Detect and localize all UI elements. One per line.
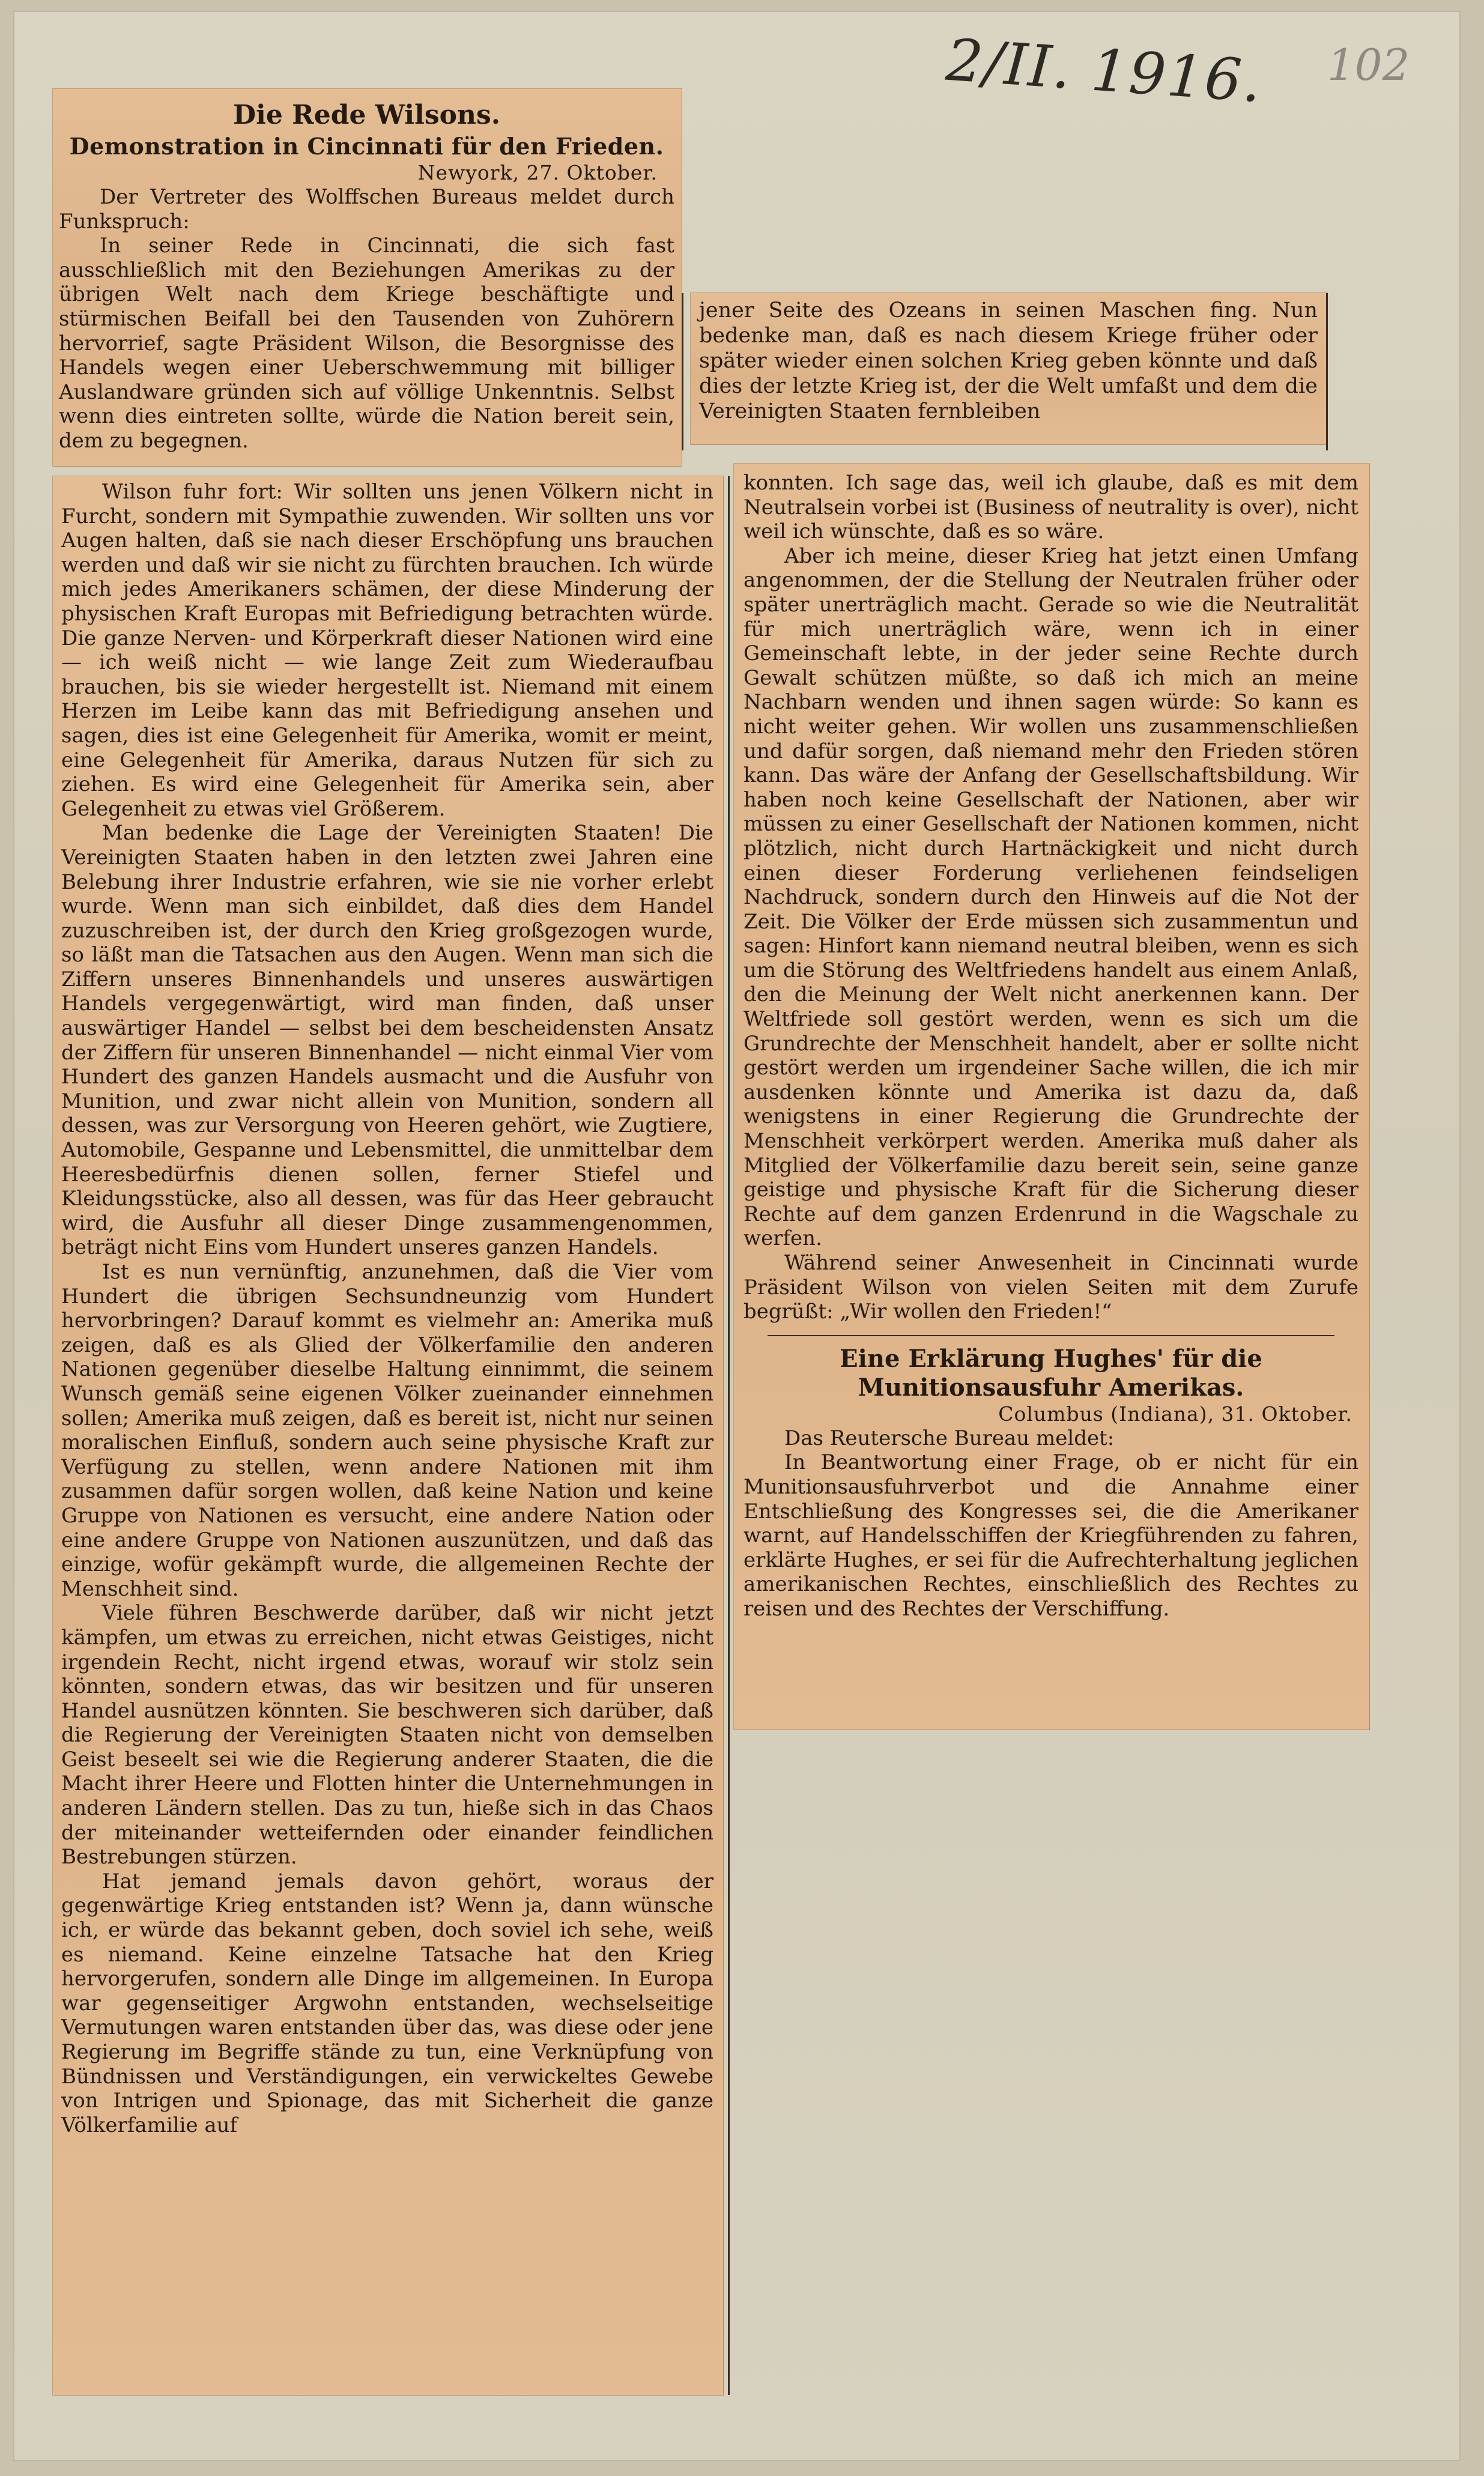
clipping-left-column [53,476,723,2395]
dateline: Newyork, 27. Oktober. [417,161,658,184]
paragraph: In seiner Rede in Cincinnati, die sich fast ausschließlich mit den Beziehungen Amerikas zu der übrigen Welt nach dem Kriege beschäftigte und stürmischen Beifall bei den Tausenden von Zuhörern hervorrief, sagte Präsident Wilson, die Besorgnisse des Handels wegen einer Ueberschwemmung mit billiger Auslandware gründen sich auf völlige Unkenntnis. Selbst wenn dies eintreten sollte, würde die Nation bereit sein, dem zu begegnen. [59,234,674,453]
dateline-hughes: Columbus (Indiana), 31. Oktober. [998,1402,1352,1426]
subheadline: Demonstration in Cincinnati für den Frieden. [69,133,664,160]
clipping-headline-intro [53,89,682,466]
article-divider [768,1335,1334,1336]
column-rule [1326,293,1328,450]
column-rule [682,293,683,450]
pencil-page-number: 102 [1327,40,1410,90]
paragraph: Das Reutersche Bureau meldet: [784,1426,1115,1450]
paragraph: Hat jemand jemals davon gehört, woraus der gegenwärtige Krieg entstanden ist? Wenn ja, dann wünsche ich, er würde das bekannt geben, doch soviel ich sehe, weiß es niemand. Keine einzelne Tatsache hat den Krieg hervorgerufen, sondern alle Dinge im allgemeinen. In Europa war gegenseitiger Argwohn entstanden, wechselseitige Vermutungen waren entstanden über das, was diese oder jene Regierung im Begriffe stände zu tun, eine Verknüpfung von Bündnissen und Verständigungen, ein verwickeltes Gewebe von Intrigen und Spionage, das mit Sicherheit die ganze Völkerfamilie auf [61,1869,713,2137]
paragraph: In Beantwortung einer Frage, ob er nicht für ein Munitionsausfuhrverbot und die Annahme einer Entschließung des Kongresses sei, die die Amerikaner warnt, auf Handelsschiffen der Kriegführenden zu fahren, erklärte Hughes, er sei für die Aufrechterhaltung jeglichen amerikanischen Rechtes, einschließlich des Rechtes zu reisen und des Rechtes der Verschiffung. [744,1450,1358,1621]
paragraph: Während seiner Anwesenheit in Cincinnati wurde Präsident Wilson von vielen Seiten mit dem Zurufe begrüßt: „Wir wollen den Frieden!“ [744,1251,1358,1324]
headline: Die Rede Wilsons. [232,100,501,130]
handwritten-date: 2/II. 1916. [943,26,1265,116]
paragraph: Ist es nun vernünftig, anzunehmen, daß die Vier vom Hundert die übrigen Sechsundneunzig vom Hundert hervorbringen? Darauf kommt es vielmehr an: Amerika muß zeigen, daß es als Glied der Völkerfamilie den anderen Nationen gegenüber dieselbe Haltung einnimmt, die seinem Wunsch gemäß seine eigenen Völker zueinander einnehmen sollen; Amerika muß zeigen, daß es bereit ist, nicht nur seinen moralischen Einfluß, sondern auch seine physische Kraft zur Verfügung zu stellen, wenn andere Nationen mit ihm zusammen dafür sorgen wollen, daß keine Nation und keine Gruppe von Nationen es versucht, eine andere Nation oder eine andere Gruppe von Nationen auszunützen, und daß das einzige, wofür gekämpft wurde, die allgemeinen Rechte der Menschheit sind. [61,1260,713,1601]
paragraph: Man bedenke die Lage der Vereinigten Staaten! Die Vereinigten Staaten haben in den letzten zwei Jahren eine Belebung ihrer Industrie erfahren, wie sie nie vorher erlebt wurde. Wenn man sich einbildet, daß dies dem Handel zuzuschreiben ist, der durch den Krieg großgezogen wurde, so läßt man die Tatsachen aus den Augen. Wenn man sich die Ziffern unseres Binnenhandels und unseres auswärtigen Handels vergegenwärtigt, wird man finden, daß unser auswärtiger Handel — selbst bei dem bescheidensten Ansatz der Ziffern für unseren Binnenhandel — nicht einmal Vier vom Hundert des ganzen Handels ausmacht und die Ausfuhr von Munition, und zwar nicht allein von Munition, sondern all dessen, was zur Versorgung von Heeren gehört, wie Zugtiere, Automobile, Gespanne und Lebensmittel, die unmittelbar dem Heeresbedürfnis dienen sollen, ferner Stiefel und Kleidungsstücke, also all dessen, was für das Heer gebraucht wird, die Ausfuhr all dieser Dinge zusammengenommen, beträgt nicht Eins vom Hundert unseres ganzen Handels. [61,821,713,1260]
clipping-right-column [734,464,1369,1730]
clipping-continuation-top [691,293,1327,444]
paragraph: Wilson fuhr fort: Wir sollten uns jenen Völkern nicht in Furcht, sondern mit Sympathie zuwenden. Wir sollten uns vor Augen halten, daß sie nach dieser Erschöpfung uns brauchen werden und daß wir sie nicht zu fürchten brauchen. Ich würde mich jedes Amerikaners schämen, der diese Minderung der physischen Kraft Europas mit Befriedigung betrachten würde. Die ganze Nerven- und Körperkraft dieser Nationen wird eine — ich weiß nicht — wie lange Zeit zum Wiederaufbau brauchen, bis sie wieder hergestellt ist. Niemand mit einem Herzen im Leibe kann das mit Befriedigung ansehen und sagen, dies ist eine Gelegenheit für Amerika, womit er meint, eine Gelegenheit für Amerika, daraus Nutzen für sich zu ziehen. Es wird eine Gelegenheit für Amerika sein, aber Gelegenheit zu etwas viel Größerem. [61,480,713,821]
paragraph: Der Vertreter des Wolffschen Bureaus meldet durch Funkspruch: [59,185,674,234]
paragraph: jener Seite des Ozeans in seinen Maschen fing. Nun bedenke man, daß es nach diesem Kriege früher oder später wieder einen solchen Krieg geben könnte und daß dies der letzte Krieg ist, der die Welt umfaßt und dem die Vereinigten Staaten fernbleiben [699,298,1318,423]
column-rule [728,476,730,2395]
headline-hughes: Eine Erklärung Hughes' für die Munitionsausfuhr Amerikas. [840,1344,1262,1402]
paragraph: Aber ich meine, dieser Krieg hat jetzt einen Umfang angenommen, der die Stellung der Neutralen früher oder später unerträglich macht. Gerade so wie die Neutralität für mich unerträglich wäre, wenn ich in einer Gemeinschaft lebte, in der jeder seine Rechte durch Gewalt schützen müßte, so daß ich mich an meine Nachbarn wenden und ihnen sagen würde: So kann es nicht weiter gehen. Wir wollen uns zusammenschließen und dafür sorgen, daß niemand mehr den Frieden stören kann. Das wäre der Anfang der Gesellschaftsbildung. Wir haben noch keine Gesellschaft der Nationen, aber wir müssen zu einer Gesellschaft der Nationen kommen, nicht plötzlich, nicht durch Hartnäckigkeit und nicht durch einen dieser Forderung verliehenen feindseligen Nachdruck, sondern durch den Hinweis auf die Not der Zeit. Die Völker der Erde müssen sich zusammentun und sagen: Hinfort kann niemand neutral bleiben, wenn es sich um die Störung des Weltfriedens handelt aus einem Anlaß, den die Meinung der Welt nicht anerkennen kann. Der Weltfriede soll gestört werden, wenn es sich um die Grundrechte der Menschheit handelt, aber er sollte nicht gestört werden um irgendeiner Sache willen, die ich mir ausdenken könnte und Amerika ist dazu da, daß wenigstens in einer Regierung die Grundrechte der Menschheit verkörpert werden. Amerika muß daher als Mitglied der Völkerfamilie dazu bereit sein, seine ganze geistige und physische Kraft für die Sicherung dieser Rechte auf dem ganzen Erdenrund in die Wagschale zu werfen. [744,543,1358,1251]
paragraph: konnten. Ich sage das, weil ich glaube, daß es mit dem Neutralsein vorbei ist (Business of neutrality is over), nicht weil ich wünschte, daß es so wäre. [744,471,1358,544]
paragraph: Viele führen Beschwerde darüber, daß wir nicht jetzt kämpfen, um etwas zu erreichen, nicht etwas Geistiges, nicht irgendein Recht, nicht irgend etwas, worauf wir stolz sein könnten, sondern etwas, das wir besitzen und für unseren Handel ausnützen könnten. Sie beschweren sich darüber, daß die Regierung der Vereinigten Staaten nicht von demselben Geist beseelt sei wie die Regierung anderer Staaten, die die Macht ihrer Heere und Flotten hinter die Unternehmungen in anderen Ländern stellen. Das zu tun, hieße sich in das Chaos der miteinander wetteifernden oder einander feindlichen Bestrebungen stürzen. [61,1601,713,1869]
